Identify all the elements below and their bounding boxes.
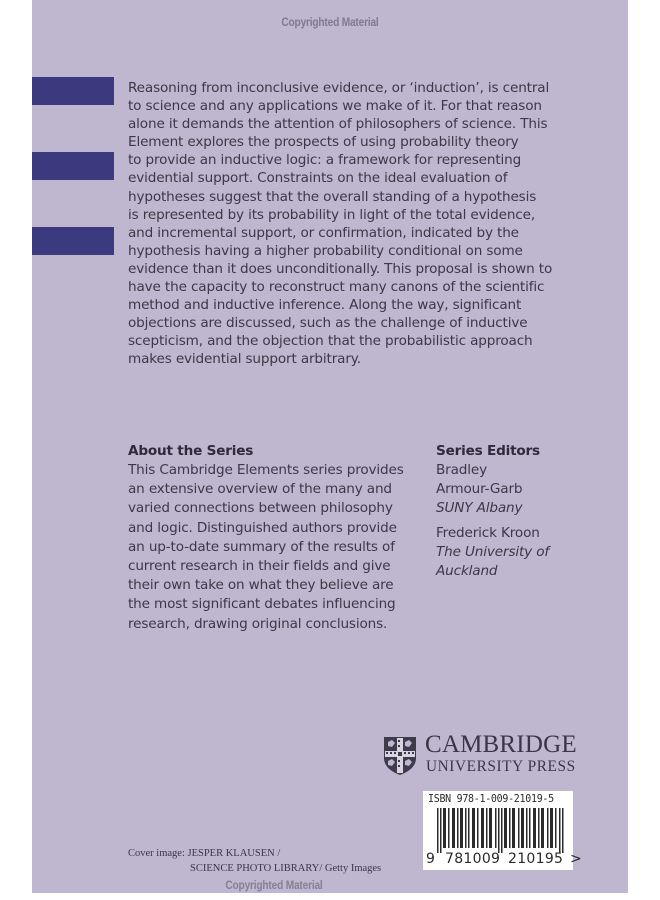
blurb-line: have the capacity to reconstruct many canons of the scientific bbox=[128, 279, 545, 296]
isbn-arrow: > bbox=[570, 851, 583, 867]
blurb-line: to science and any applications we make of it. For that reason bbox=[128, 98, 542, 115]
blurb-line: evidence than it does unconditionally. This proposal is shown to bbox=[128, 260, 553, 277]
blurb-line: to provide an inductive logic: a framework for representing bbox=[128, 152, 522, 169]
about-series-line: their own take on what they believe are bbox=[128, 577, 394, 594]
blurb-line: Element explores the prospects of using probability theory bbox=[128, 134, 519, 151]
copyright-watermark-bottom: Copyrighted Material bbox=[225, 880, 323, 892]
isbn-barcode bbox=[423, 791, 583, 870]
about-series-line: current research in their fields and give bbox=[128, 558, 391, 575]
editor-affiliation: Auckland bbox=[436, 563, 498, 580]
cambridge-shield-icon bbox=[383, 736, 417, 776]
blurb-line: and incremental support, or confirmation, indicated by the bbox=[128, 224, 519, 241]
series-editors bbox=[436, 442, 606, 581]
about-series-line: an extensive overview of the many and bbox=[128, 481, 392, 498]
blurb-line: makes evidential support arbitrary. bbox=[128, 351, 361, 368]
isbn-digits-group2: 210195 bbox=[508, 851, 564, 867]
isbn-digits-group1: 781009 bbox=[444, 851, 501, 867]
about-series-line: an up-to-date summary of the results of bbox=[128, 538, 395, 555]
isbn-label: ISBN 978-1-009-21019-5 bbox=[428, 793, 554, 805]
decorative-bar-1 bbox=[32, 77, 114, 105]
about-series-line: the most significant debates influencing bbox=[128, 596, 396, 613]
credit-line-2: SCIENCE PHOTO LIBRARY/ Getty Images bbox=[190, 863, 382, 874]
blurb-line: Reasoning from inconclusive evidence, or ‘induction’, is central bbox=[128, 80, 550, 96]
about-series-line: varied connections between philosophy bbox=[128, 500, 393, 517]
blurb-line: is represented by its probability in light of the total evidence, bbox=[128, 206, 535, 223]
cambridge-university-press-logo bbox=[383, 731, 583, 778]
cover-image-credit bbox=[128, 846, 381, 876]
blurb-line: scepticism, and the objection that the probabilistic approach bbox=[128, 333, 533, 350]
blurb-line: evidential support. Constraints on the ideal evaluation of bbox=[128, 170, 508, 187]
blurb-line: hypothesis having a higher probability conditional on some bbox=[128, 242, 523, 259]
blurb-line: method and inductive inference. Along the way, significant bbox=[128, 297, 522, 314]
editor-affiliation: The University of bbox=[436, 543, 550, 560]
isbn-digits bbox=[426, 851, 582, 867]
blurb-line: alone it demands the attention of philosophers of science. This bbox=[128, 116, 548, 133]
editor-affiliation: SUNY Albany bbox=[436, 500, 523, 517]
copyright-watermark-top: Copyrighted Material bbox=[281, 17, 379, 29]
series-editors-heading: Series Editors bbox=[436, 443, 540, 459]
blurb-line: objections are discussed, such as the challenge of inductive bbox=[128, 315, 528, 332]
publisher-name: CAMBRIDGE bbox=[425, 731, 577, 758]
isbn-digit-first: 9 bbox=[426, 851, 436, 867]
about-series-line: research, drawing original conclusions. bbox=[128, 615, 388, 632]
decorative-bar-3 bbox=[32, 227, 114, 255]
editor-name: Armour-Garb bbox=[436, 481, 523, 498]
editor-name: Frederick Kroon bbox=[436, 524, 540, 541]
publisher-subtitle: UNIVERSITY PRESS bbox=[426, 758, 576, 775]
about-series-heading: About the Series bbox=[128, 443, 254, 459]
about-series-line: and logic. Distinguished authors provide bbox=[128, 519, 397, 536]
about-series-line: This Cambridge Elements series provides bbox=[128, 462, 404, 478]
about-the-series bbox=[128, 442, 428, 634]
book-blurb bbox=[128, 79, 623, 369]
credit-line-1: Cover image: JESPER KLAUSEN / bbox=[128, 848, 281, 859]
barcode-bars-icon bbox=[437, 808, 564, 853]
editor-name: Bradley bbox=[436, 462, 488, 478]
decorative-bar-2 bbox=[32, 152, 114, 180]
blurb-line: hypotheses suggest that the overall standing of a hypothesis bbox=[128, 188, 537, 205]
